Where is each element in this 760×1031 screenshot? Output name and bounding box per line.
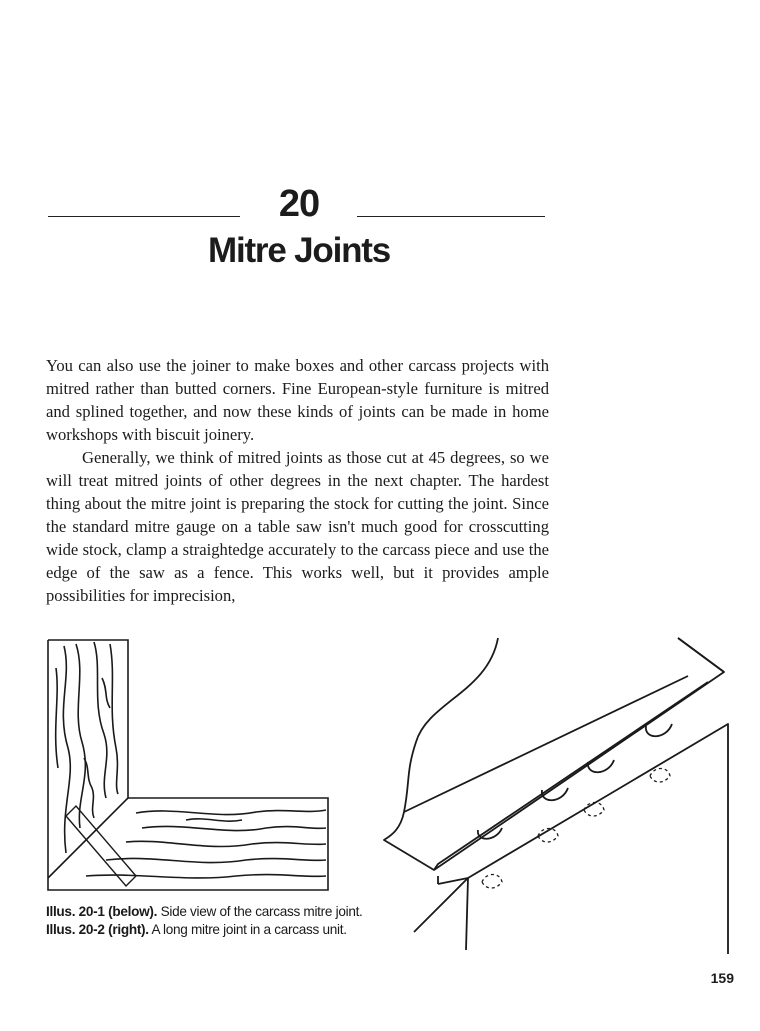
caption-label-1: Illus. 20-1 (below). bbox=[46, 904, 158, 919]
upper-panel bbox=[384, 638, 724, 870]
lower-panel bbox=[466, 878, 468, 950]
paragraph-2: Generally, we think of mitred joints as those cut at 45 degrees, so we will treat mitred joints of other degrees in the next chapter. The hardest thing about the mitre joint is preparing the stock for cutting the joint. Since the standard mitre gauge on a table saw isn't much good for crosscutting wide stock, clamp a straightedge accurately to the carcass piece and use the edge of the saw as a fence. This works well, but it provides ample possibilities for imprecision, bbox=[46, 448, 549, 605]
illustration-side-view-mitre-joint bbox=[46, 638, 330, 894]
chapter-number: 20 bbox=[278, 183, 320, 225]
page-number: 159 bbox=[710, 970, 734, 986]
spline bbox=[66, 806, 136, 886]
mitre-line bbox=[48, 798, 128, 878]
caption-label-2: Illus. 20-2 (right). bbox=[46, 922, 149, 937]
caption-text-2: A long mitre joint in a carcass unit. bbox=[151, 922, 347, 937]
illustration-long-mitre-joint bbox=[378, 632, 738, 958]
mitre-joint-outline bbox=[48, 640, 328, 890]
caption-text-1: Side view of the carcass mitre joint. bbox=[160, 904, 363, 919]
chapter-title: Mitre Joints bbox=[207, 231, 390, 270]
body-text bbox=[46, 354, 549, 607]
figure-caption bbox=[46, 903, 364, 939]
paragraph-1: You can also use the joiner to make boxes and other carcass projects with mitred rather than butted corners. Fine European-style furniture is mitred and splined together, and now these kinds of joints can be made in home workshops with biscuit joinery. bbox=[46, 356, 549, 444]
